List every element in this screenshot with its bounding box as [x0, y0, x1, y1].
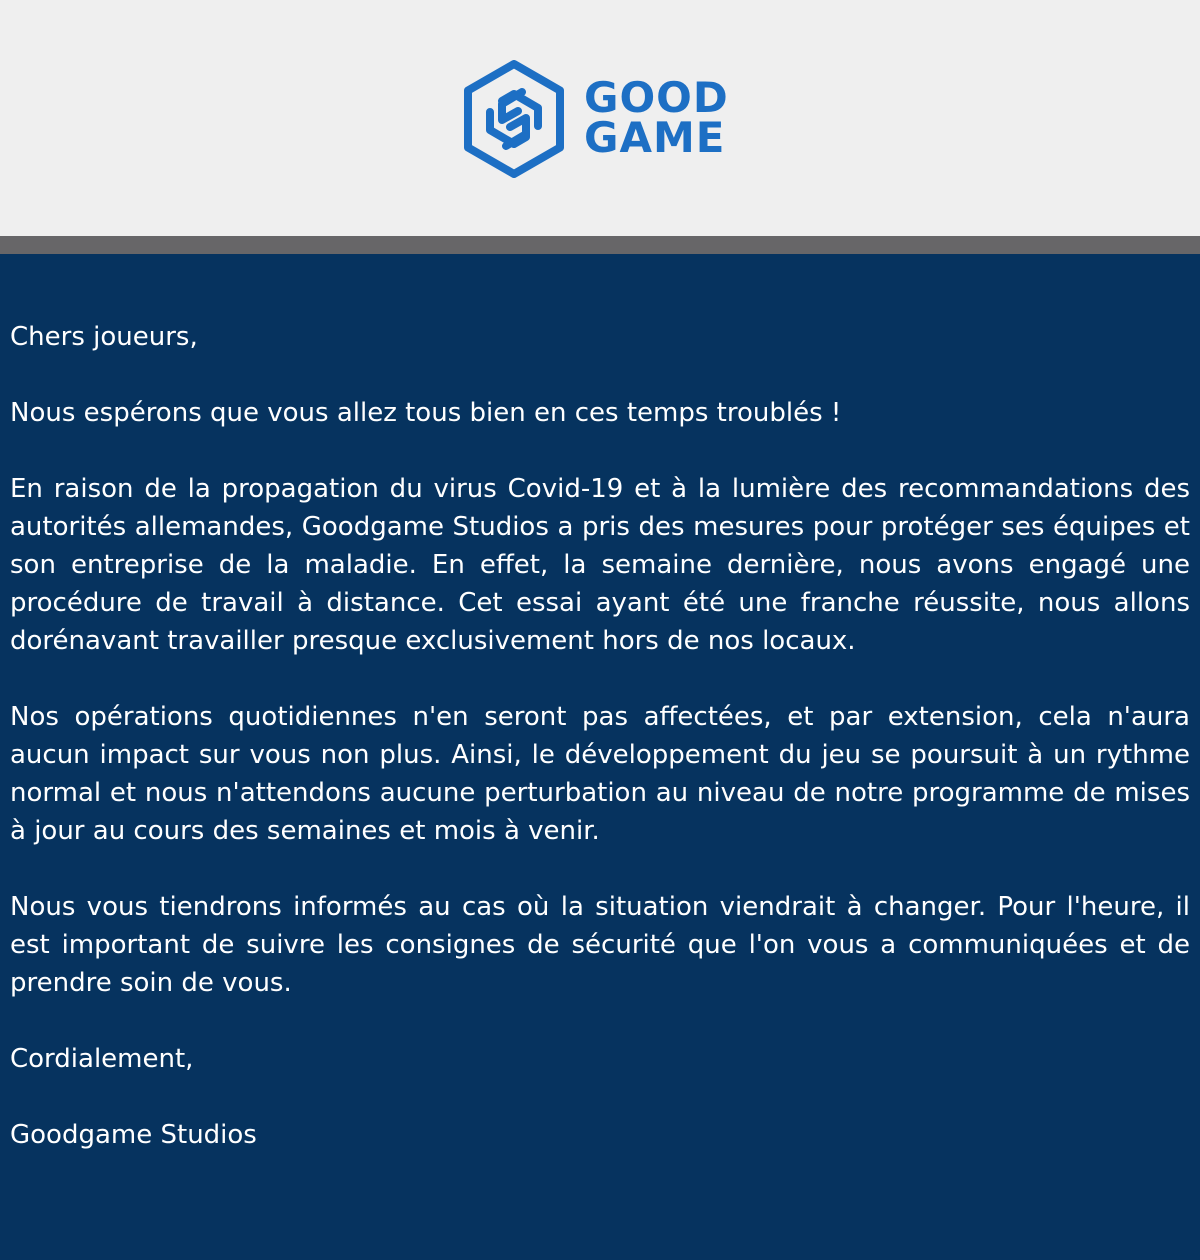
- letter-paragraph: Nous espérons que vous allez tous bien en ces temps troublés !: [10, 398, 842, 428]
- letter-paragraph: Nous vous tiendrons informés au cas où la situation viendrait à changer. Pour l'heure, il est important de suivre les consignes de sécurité que l'on vous a communiquées et de prendre soin de vous.: [10, 892, 1190, 998]
- letter-greeting: Chers joueurs,: [10, 322, 198, 352]
- goodgame-logo[interactable]: [462, 60, 742, 178]
- letter-closing: Cordialement,: [10, 1044, 194, 1074]
- header-divider: [0, 236, 1200, 254]
- logo-line-good: GOOD: [584, 73, 729, 122]
- logo-wordmark: [584, 73, 729, 162]
- letter-paragraph: En raison de la propagation du virus Covid-19 et à la lumière des recommandations des autorités allemandes, Goodgame Studios a pris des mesures pour protéger ses équipes et son entreprise de la maladie. En effet, la semaine dernière, nous avons engagé une procédure de travail à distance. Cet essai ayant été une franche réussite, nous allons dorénavant travailler presque exclusivement hors de nos locaux.: [10, 474, 1190, 656]
- letter-body: [0, 254, 1200, 1260]
- logo-line-game: GAME: [584, 113, 726, 162]
- email-header: [0, 0, 1200, 236]
- letter-paragraph: Nos opérations quotidiennes n'en seront pas affectées, et par extension, cela n'aura aucun impact sur vous non plus. Ainsi, le développement du jeu se poursuit à un rythme normal et nous n'attendons aucune perturbation au niveau de notre programme de mises à jour au cours des semaines et mois à venir.: [10, 702, 1190, 846]
- letter-signature: Goodgame Studios: [10, 1120, 257, 1150]
- goodgame-hexagon-logo-icon: [462, 60, 566, 178]
